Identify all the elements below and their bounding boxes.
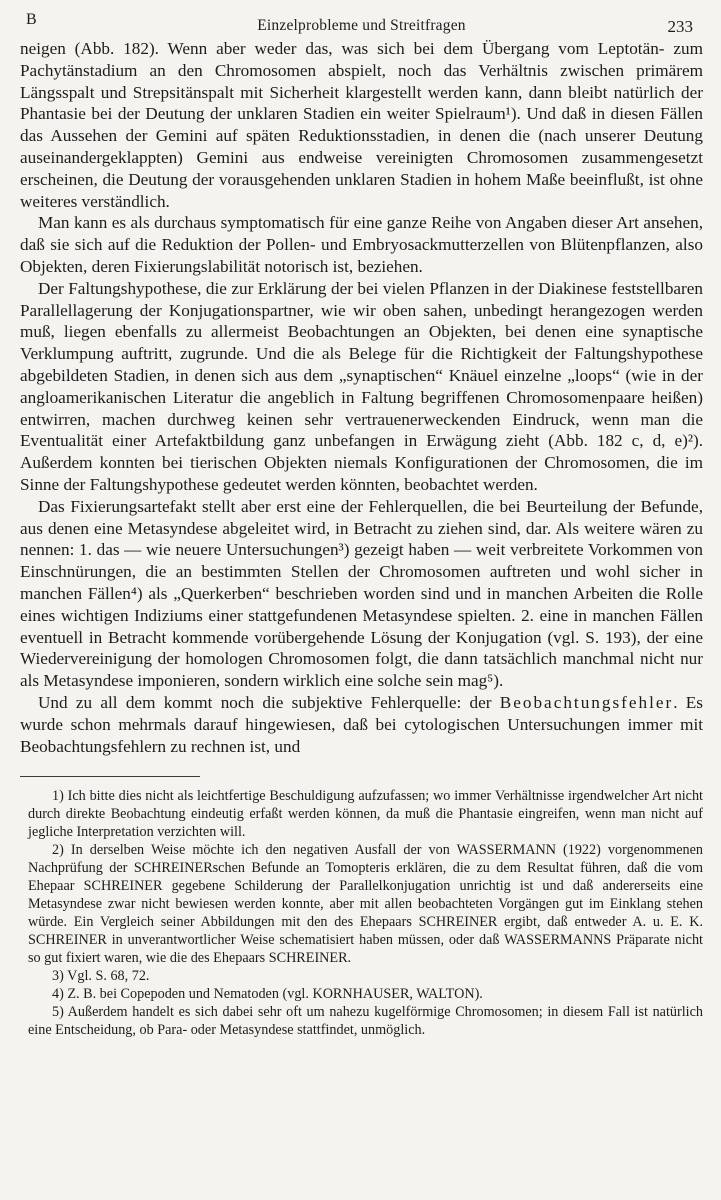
footnote-1: 1) Ich bitte dies nicht als leichtfertige Beschuldigung aufzufassen; wo immer Verhältnisse irgendwelcher Art nicht durch direkte Beobachtung eindeutig erfaßt werden können, da muß die Phantasie eingreifen, wenn man nicht auf jegliche Interpretation verzichten will.: [28, 788, 703, 841]
paragraph-3: Der Faltungshypothese, die zur Erklärung der bei vielen Pflanzen in der Diakinese feststellbaren Parallellagerung der Konjugationspartner, wie wir oben sahen, unbedingt herangezogen werden muß, liegen ebenfalls zu allermeist Beobachtungen an Objekten, bei denen eine synaptische Verklumpung auftritt, zugrunde. Und die als Belege für die Richtigkeit der Faltungshypothese abgebildeten Stadien, in denen sich aus dem „synaptischen“ Knäuel einzelne „loops“ (wie in der angloamerikanischen Literatur die angeblich in Faltung begriffenen Chromosomenpaare heißen) entwirren, machen durchweg keinen sehr vertrauenerweckenden Eindruck, wenn man die Eventualität einer Artefaktbildung ganz unbefangen in Erwägung zieht (Abb. 182 c, d, e)²). Außerdem konnten bei tierischen Objekten niemals Konfigurationen der Chromosomen, die im Sinne der Faltungshypothese gedeutet werden könnten, beobachtet werden.: [20, 278, 703, 494]
page-header: [20, 0, 703, 38]
footnote-3: 3) Vgl. S. 68, 72.: [52, 968, 150, 985]
paragraph-5-start: Und zu all dem kommt noch die subjektive Fehlerquelle: der: [38, 692, 500, 712]
footnote-4: 4) Z. B. bei Copepoden und Nematoden (vgl. KORNHAUSER, WALTON).: [52, 986, 483, 1003]
paragraph-5-end: . Es wurde schon mehrmals darauf hingewiesen, daß bei cytologischen Untersuchungen immer mit Beobachtungsfehlern zu rechnen ist, und: [20, 692, 703, 756]
footnote-2: 2) In derselben Weise möchte ich den negativen Ausfall der von WASSERMANN (1922) vorgenommenen Nachprüfung der SCHREINERschen Befunde an Tomopteris erklären, die zu dem Resultat führen, daß die vom Ehepaar SCHREINER gegebene Schilderung der Parallelkonjugation unrichtig ist und daß andererseits eine Metasyndese zwar nicht bewiesen werden konnte, aber mit allen beobachteten Vorgängen gut im Einklang stehen würde. Ein Vergleich seiner Abbildungen mit den des Ehepaars SCHREINER ergibt, daß entweder A. u. E. K. SCHREINER in unverantwortlicher Weise schematisiert haben müssen, oder daß WASSERMANNS Präparate nicht so gut fixiert waren, wie die des Ehepaars SCHREINER.: [28, 842, 703, 967]
emphasis-term: Beobachtungsfehler: [499, 692, 674, 712]
footnotes: [20, 787, 703, 1039]
body-text: [20, 38, 703, 757]
running-title: Einzelprobleme und Streitfragen: [257, 17, 466, 34]
footnote-5: 5) Außerdem handelt es sich dabei sehr oft um nahezu kugelförmige Chromosomen; in diesem Fall ist natürlich eine Entscheidung, ob Para- oder Metasyndese stattfindet, unmöglich.: [28, 1004, 703, 1039]
paragraph-5: [20, 692, 703, 757]
footnote-divider: [20, 776, 200, 777]
page-number: 233: [667, 17, 693, 36]
paragraph-1: neigen (Abb. 182). Wenn aber weder das, was sich bei dem Übergang vom Leptotän- zum Pachytänstadium an den Chromosomen abspielt, noch das Verhältnis zwischen primärem Längsspalt und Strepsitänspalt mit Sicherheit klargestellt werden kann, dann bleibt natürlich der Phantasie bei der Deutung der unklaren Stadien ein weiter Spielraum¹). Und daß in diesen Fällen das Aussehen der Gemini auf späten Reduktionsstadien, in denen die (nach unserer Deutung auseinandergeklappten) Gemini aus endweise vereinigten Chromosomen zusammengesetzt erscheinen, die Deutung der vorausgehenden unklaren Stadien in hohem Maße beeinflußt, ist ohne weiteres verständlich.: [20, 39, 703, 211]
paragraph-4: Das Fixierungsartefakt stellt aber erst eine der Fehlerquellen, die bei Beurteilung der Befunde, aus denen eine Metasyndese abgeleitet wird, in Betracht zu ziehen sind, dar. Als weitere wären zu nennen: 1. das — wie neuere Untersuchungen³) gezeigt haben — weit verbreitete Vorkommen von Einschnürungen, die an bestimmten Stellen der Chromosomen auftreten und wohl sicher in manchen Fällen⁴) als „Querkerben“ beschrieben worden sind und in manchen Arbeiten die Rolle eines wichtigen Indiziums einer stattgefundenen Metasyndese spielten. 2. eine in manchen Fällen eventuell in Betracht kommende vorübergehende Lösung der Konjugation (vgl. S. 193), der eine Wiedervereinigung der homologen Chromosomen folgt, die dann tatsächlich manchmal nicht nur als Metasyndese imponieren, sondern wirklich eine solche sein mag⁵).: [20, 496, 703, 691]
paragraph-2: Man kann es als durchaus symptomatisch für eine ganze Reihe von Angaben dieser Art ansehen, daß sie sich auf die Reduktion der Pollen- und Embryosackmutterzellen von Blütenpflanzen, also Objekten, deren Fixierungslabilität notorisch ist, beziehen.: [20, 213, 703, 276]
signature-mark: B: [26, 11, 37, 28]
